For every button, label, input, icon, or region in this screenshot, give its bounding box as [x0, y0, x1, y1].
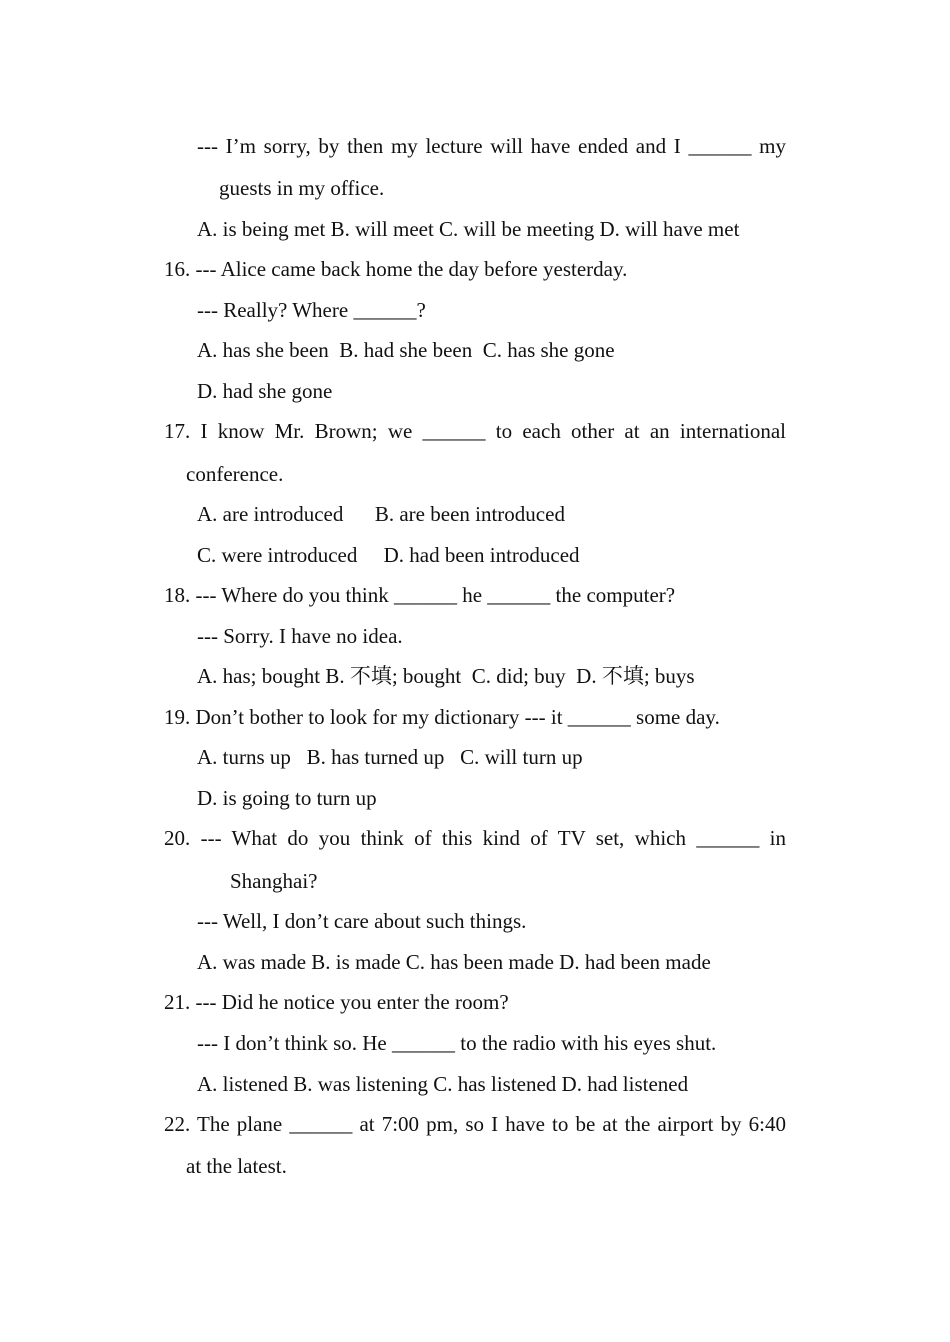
q21-response: --- I don’t think so. He ______ to the radio with his eyes shut.: [197, 1031, 717, 1055]
q19-option-d: D. is going to turn up: [197, 786, 377, 810]
q17-question-cont: conference.: [186, 462, 284, 486]
q22-question-cont: at the latest.: [186, 1154, 287, 1178]
q21-question: 21. --- Did he notice you enter the room?: [164, 990, 509, 1014]
q19-question: 19. Don’t bother to look for my dictionary --- it ______ some day.: [164, 705, 720, 729]
q20-options: A. was made B. is made C. has been made D. had been made: [197, 950, 711, 974]
q16-question: 16. --- Alice came back home the day before yesterday.: [164, 257, 628, 281]
q17-question: 17. I know Mr. Brown; we ______ to each other at an international: [164, 419, 786, 443]
q20-response: --- Well, I don’t care about such things.: [197, 909, 527, 933]
q15-answer-line: --- I’m sorry, by then my lecture will have ended and I ______ my: [197, 134, 786, 158]
q17-options-ab: A. are introduced B. are been introduced: [197, 502, 565, 526]
q18-response: --- Sorry. I have no idea.: [197, 624, 403, 648]
q18-question: 18. --- Where do you think ______ he ______ the computer?: [164, 583, 676, 607]
q20-question: 20. --- What do you think of this kind of TV set, which ______ in: [164, 826, 786, 850]
q21-options: A. listened B. was listening C. has listened D. had listened: [197, 1072, 689, 1096]
q16-option-d: D. had she gone: [197, 379, 333, 403]
q16-options-abc: A. has she been B. had she been C. has she gone: [197, 338, 615, 362]
q15-answer-line-cont: guests in my office.: [219, 176, 385, 200]
q22-question: 22. The plane ______ at 7:00 pm, so I have to be at the airport by 6:40: [164, 1112, 786, 1136]
q15-options: A. is being met B. will meet C. will be meeting D. will have met: [197, 217, 740, 241]
q17-options-cd: C. were introduced D. had been introduced: [197, 543, 580, 567]
q19-options-abc: A. turns up B. has turned up C. will turn up: [197, 745, 583, 769]
q18-options: A. has; bought B. 不填; bought C. did; buy D. 不填; buys: [197, 664, 695, 688]
q20-question-cont: Shanghai?: [230, 869, 318, 893]
q16-response: --- Really? Where ______?: [197, 298, 426, 322]
